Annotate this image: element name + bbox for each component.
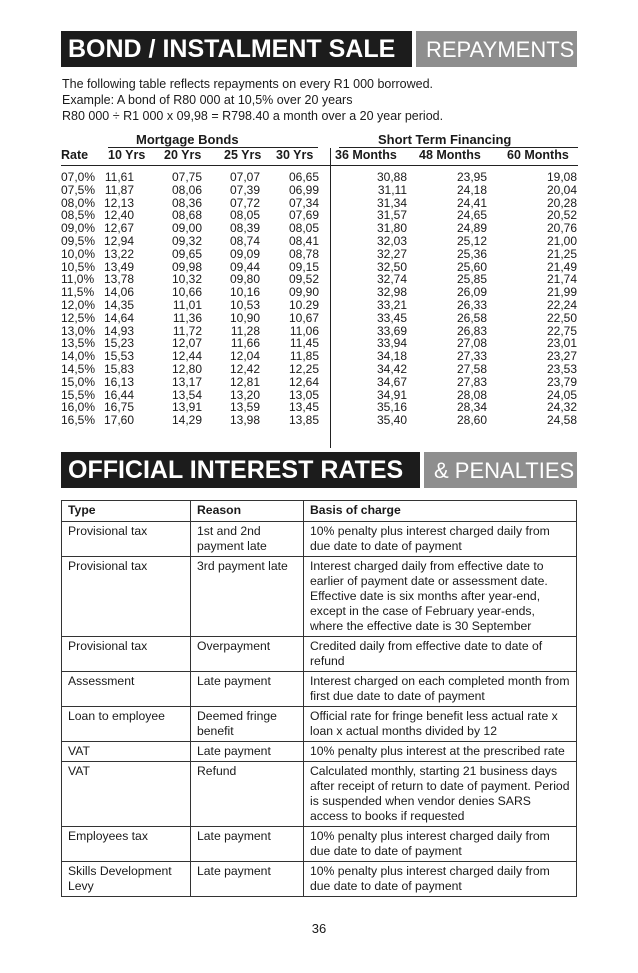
page-number: 36 xyxy=(311,921,327,936)
bond-section-title: BOND / INSTALMENT SALE xyxy=(61,31,412,67)
penalty-type: Provisional tax xyxy=(62,522,191,557)
penalty-reason: Overpayment xyxy=(191,637,304,672)
table-cell: 11,36 xyxy=(172,310,202,325)
table-cell: 08,78 xyxy=(288,246,319,261)
table-cell: 13,05 xyxy=(288,387,319,402)
table-cell: 15,5% xyxy=(61,387,96,402)
table-row xyxy=(61,350,578,363)
table-cell: 08,0% xyxy=(61,195,96,210)
table-cell: 20,28 xyxy=(546,195,577,210)
table-cell: 31,80 xyxy=(376,221,407,236)
table-cell: 08,05 xyxy=(288,221,319,236)
penalty-basis: Calculated monthly, starting 21 business days after receipt of return to date of payment. Period is suspended when vendor denies SARS access to books if requested xyxy=(304,762,577,827)
table-cell: 12,25 xyxy=(288,361,319,376)
penalty-reason: Late payment xyxy=(191,862,304,897)
bond-intro xyxy=(62,76,443,124)
table-cell: 09,15 xyxy=(288,259,319,274)
table-cell: 13,45 xyxy=(288,400,319,415)
table-row xyxy=(61,337,578,350)
penalties-table xyxy=(61,500,577,897)
table-cell: 12,94 xyxy=(103,233,134,248)
table-cell: 35,16 xyxy=(376,400,407,415)
table-cell: 12,07 xyxy=(171,336,202,351)
penalty-basis: 10% penalty plus interest at the prescribed rate xyxy=(304,742,577,762)
penalty-reason: Deemed fringe benefit xyxy=(191,707,304,742)
column-header: 60 Months xyxy=(507,148,569,162)
table-cell: 33,94 xyxy=(376,336,407,351)
table-cell: 10,90 xyxy=(229,310,260,325)
table-row xyxy=(62,557,577,637)
table-cell: 27,83 xyxy=(456,374,487,389)
penalty-basis: Interest charged daily from effective date to earlier of payment date or assessment date. Effective date is six months after year-end, except in the case of February year-ends, where the effective date is 30 September xyxy=(304,557,577,637)
table-cell: 21,99 xyxy=(546,285,577,300)
penalty-basis: Interest charged on each completed month from first due date to date of payment xyxy=(304,672,577,707)
table-cell: 14,35 xyxy=(103,297,134,312)
penalty-type: VAT xyxy=(62,742,191,762)
table-cell: 15,53 xyxy=(103,349,134,364)
penalty-type: Employees tax xyxy=(62,827,191,862)
table-cell: 12,5% xyxy=(61,310,96,325)
penalty-basis: 10% penalty plus interest charged daily from due date to date of payment xyxy=(304,522,577,557)
penalty-type: VAT xyxy=(62,762,191,827)
table-cell: 08,5% xyxy=(61,208,96,223)
table-cell: 11,87 xyxy=(104,182,134,197)
table-cell: 24,89 xyxy=(456,221,487,236)
table-row xyxy=(62,522,577,557)
penalty-reason: 1st and 2nd payment late xyxy=(191,522,304,557)
table-cell: 09,80 xyxy=(229,272,260,287)
table-cell: 14,06 xyxy=(103,285,134,300)
table-cell: 28,34 xyxy=(456,400,487,415)
penalty-reason: 3rd payment late xyxy=(191,557,304,637)
table-cell: 28,60 xyxy=(456,413,487,428)
table-row xyxy=(61,325,578,338)
table-row xyxy=(61,389,578,402)
table-cell: 07,69 xyxy=(288,208,319,223)
interest-section-subtitle: & PENALTIES xyxy=(424,452,577,488)
table-cell: 31,34 xyxy=(376,195,407,210)
table-cell: 11,01 xyxy=(172,297,202,312)
penalty-type: Provisional tax xyxy=(62,557,191,637)
table-cell: 22,75 xyxy=(546,323,577,338)
table-cell: 22,24 xyxy=(546,297,577,312)
table-cell: 07,34 xyxy=(288,195,319,210)
interest-rates-banner xyxy=(61,452,577,488)
table-cell: 10,66 xyxy=(171,285,202,300)
table-cell: 30,88 xyxy=(376,170,407,184)
table-cell: 21,25 xyxy=(546,246,577,261)
table-cell: 11,5% xyxy=(61,285,95,300)
intro-line-1: The following table reflects repayments on every R1 000 borrowed. xyxy=(62,77,434,91)
table-cell: 34,18 xyxy=(376,349,407,364)
penalties-body xyxy=(62,522,577,897)
table-cell: 34,91 xyxy=(376,387,407,402)
table-cell: 10,16 xyxy=(229,285,260,300)
table-cell: 09,0% xyxy=(61,221,96,236)
table-cell: 23,53 xyxy=(546,361,577,376)
table-cell: 34,67 xyxy=(376,374,407,389)
table-row xyxy=(61,235,578,248)
table-cell: 23,27 xyxy=(546,349,577,364)
table-cell: 07,39 xyxy=(229,182,260,197)
table-cell: 24,41 xyxy=(456,195,487,210)
table-cell: 13,22 xyxy=(103,246,134,261)
table-cell: 13,91 xyxy=(171,400,202,415)
table-cell: 12,67 xyxy=(103,221,134,236)
table-cell: 09,09 xyxy=(229,246,260,261)
table-row xyxy=(61,273,578,286)
table-cell: 12,44 xyxy=(171,349,202,364)
table-cell: 20,52 xyxy=(546,208,577,223)
repayments-rows xyxy=(61,171,578,427)
table-cell: 08,39 xyxy=(229,221,260,236)
intro-line-3: R80 000 ÷ R1 000 x 09,98 = R798.40 a month over a 20 year period. xyxy=(62,109,444,123)
table-cell: 33,45 xyxy=(376,310,407,325)
table-row xyxy=(61,248,578,261)
table-cell: 23,01 xyxy=(546,336,577,351)
penalty-type: Loan to employee xyxy=(62,707,191,742)
table-cell: 13,49 xyxy=(103,259,134,274)
table-cell: 10,32 xyxy=(171,272,202,287)
table-row xyxy=(61,363,578,376)
table-cell: 24,65 xyxy=(456,208,487,223)
table-cell: 06,65 xyxy=(288,170,319,184)
table-cell: 24,32 xyxy=(546,400,577,415)
table-cell: 13,17 xyxy=(171,374,202,389)
table-cell: 16,5% xyxy=(61,413,96,428)
table-row xyxy=(62,827,577,862)
interest-section-title: OFFICIAL INTEREST RATES xyxy=(61,452,420,488)
table-cell: 07,75 xyxy=(171,170,202,184)
column-header: 36 Months xyxy=(335,148,397,162)
table-cell: 31,11 xyxy=(377,182,407,197)
repayments-group-header xyxy=(61,132,578,147)
table-row xyxy=(61,209,578,222)
table-cell: 12,13 xyxy=(103,195,134,210)
table-row xyxy=(61,401,578,414)
table-cell: 11,0% xyxy=(61,272,95,287)
table-cell: 25,12 xyxy=(456,233,487,248)
table-row xyxy=(61,261,578,274)
table-row xyxy=(62,637,577,672)
table-cell: 09,65 xyxy=(171,246,202,261)
intro-line-2: Example: A bond of R80 000 at 10,5% over 20 years xyxy=(62,93,353,107)
penalty-type: Skills Development Levy xyxy=(62,862,191,897)
table-cell: 09,00 xyxy=(171,221,202,236)
table-cell: 10,0% xyxy=(61,246,96,261)
table-row xyxy=(61,312,578,325)
table-cell: 35,40 xyxy=(376,413,407,428)
table-cell: 08,74 xyxy=(229,233,260,248)
table-cell: 25,36 xyxy=(456,246,487,261)
table-cell: 13,20 xyxy=(229,387,260,402)
table-cell: 07,5% xyxy=(61,182,96,197)
penalty-type: Provisional tax xyxy=(62,637,191,672)
table-cell: 20,04 xyxy=(546,182,577,197)
table-row xyxy=(61,222,578,235)
column-header: 48 Months xyxy=(419,148,481,162)
table-row xyxy=(61,184,578,197)
table-cell: 09,5% xyxy=(61,233,96,248)
table-cell: 21,49 xyxy=(546,259,577,274)
table-cell: 10.29 xyxy=(288,297,319,312)
table-cell: 08,06 xyxy=(171,182,202,197)
table-cell: 11,28 xyxy=(230,323,260,338)
table-row xyxy=(62,672,577,707)
penalty-reason: Late payment xyxy=(191,672,304,707)
column-header: 10 Yrs xyxy=(108,148,146,162)
table-cell: 13,78 xyxy=(103,272,134,287)
group-mortgage-bonds: Mortgage Bonds xyxy=(136,132,239,147)
group-short-term-financing: Short Term Financing xyxy=(378,132,512,147)
table-cell: 08,05 xyxy=(229,208,260,223)
table-row xyxy=(61,171,578,184)
table-cell: 10,67 xyxy=(288,310,319,325)
penalty-basis: Credited daily from effective date to date of refund xyxy=(304,637,577,672)
table-cell: 20,76 xyxy=(546,221,577,236)
penalty-type: Assessment xyxy=(62,672,191,707)
table-cell: 08,36 xyxy=(171,195,202,210)
header-reason: Reason xyxy=(191,501,304,522)
penalty-reason: Late payment xyxy=(191,827,304,862)
table-cell: 27,58 xyxy=(456,361,487,376)
table-cell: 09,44 xyxy=(229,259,260,274)
table-row xyxy=(62,707,577,742)
table-row xyxy=(61,286,578,299)
table-cell: 32,27 xyxy=(376,246,407,261)
column-header: 20 Yrs xyxy=(164,148,202,162)
header-basis: Basis of charge xyxy=(304,501,577,522)
table-cell: 11,72 xyxy=(172,323,202,338)
repayments-table xyxy=(61,132,578,428)
table-row xyxy=(61,414,578,427)
penalty-basis: 10% penalty plus interest charged daily from due date to date of payment xyxy=(304,827,577,862)
table-cell: 14,5% xyxy=(61,361,96,376)
column-header: 25 Yrs xyxy=(224,148,262,162)
table-row xyxy=(62,742,577,762)
table-cell: 12,81 xyxy=(229,374,260,389)
table-cell: 23,79 xyxy=(546,374,577,389)
table-cell: 28,08 xyxy=(456,387,487,402)
table-cell: 08,41 xyxy=(288,233,319,248)
table-cell: 22,50 xyxy=(546,310,577,325)
table-cell: 14,64 xyxy=(103,310,134,325)
table-cell: 21,74 xyxy=(546,272,577,287)
table-cell: 07,07 xyxy=(229,170,260,184)
table-row xyxy=(61,299,578,312)
table-cell: 10,5% xyxy=(61,259,96,274)
table-cell: 13,54 xyxy=(171,387,202,402)
penalties-header-row xyxy=(62,501,577,522)
table-cell: 11,45 xyxy=(289,336,319,351)
table-cell: 12,42 xyxy=(229,361,260,376)
table-cell: 31,57 xyxy=(376,208,407,223)
table-cell: 26,09 xyxy=(456,285,487,300)
table-cell: 07,72 xyxy=(229,195,260,210)
table-cell: 32,03 xyxy=(376,233,407,248)
table-cell: 17,60 xyxy=(103,413,134,428)
table-cell: 25,85 xyxy=(456,272,487,287)
table-cell: 33,69 xyxy=(376,323,407,338)
table-cell: 25,60 xyxy=(456,259,487,274)
column-header: 30 Yrs xyxy=(276,148,314,162)
table-cell: 13,5% xyxy=(61,336,96,351)
table-cell: 09,32 xyxy=(171,233,202,248)
table-cell: 24,18 xyxy=(456,182,487,197)
table-cell: 13,98 xyxy=(229,413,260,428)
table-row xyxy=(62,762,577,827)
table-cell: 13,59 xyxy=(229,400,260,415)
table-cell: 26,58 xyxy=(456,310,487,325)
table-cell: 21,00 xyxy=(546,233,577,248)
repayments-column-headers xyxy=(61,147,578,166)
table-row xyxy=(61,197,578,210)
table-cell: 14,0% xyxy=(61,349,96,364)
table-cell: 11,85 xyxy=(289,349,319,364)
table-cell: 34,42 xyxy=(376,361,407,376)
table-cell: 14,29 xyxy=(171,413,202,428)
table-cell: 11,61 xyxy=(104,170,134,184)
table-cell: 14,93 xyxy=(103,323,134,338)
table-cell: 09,98 xyxy=(171,259,202,274)
penalty-reason: Late payment xyxy=(191,742,304,762)
table-cell: 09,90 xyxy=(288,285,319,300)
penalty-basis: Official rate for fringe benefit less actual rate x loan x actual months divided by 12 xyxy=(304,707,577,742)
table-cell: 13,0% xyxy=(61,323,96,338)
table-cell: 15,0% xyxy=(61,374,96,389)
bond-section-subtitle: REPAYMENTS xyxy=(416,31,577,67)
table-cell: 10,53 xyxy=(229,297,260,312)
table-cell: 16,75 xyxy=(103,400,134,415)
bond-repayments-banner xyxy=(61,31,577,67)
table-cell: 32,74 xyxy=(376,272,407,287)
table-cell: 11,66 xyxy=(230,336,260,351)
table-cell: 27,33 xyxy=(456,349,487,364)
table-cell: 15,83 xyxy=(103,361,134,376)
header-type: Type xyxy=(62,501,191,522)
table-cell: 24,58 xyxy=(546,413,577,428)
table-cell: 26,33 xyxy=(456,297,487,312)
table-cell: 15,23 xyxy=(103,336,134,351)
table-row xyxy=(61,376,578,389)
table-cell: 13,85 xyxy=(288,413,319,428)
penalty-reason: Refund xyxy=(191,762,304,827)
table-cell: 16,13 xyxy=(103,374,134,389)
table-cell: 16,44 xyxy=(103,387,134,402)
table-cell: 19,08 xyxy=(546,170,577,184)
table-cell: 12,64 xyxy=(288,374,319,389)
table-cell: 24,05 xyxy=(546,387,577,402)
table-cell: 11,06 xyxy=(289,323,319,338)
table-cell: 07,0% xyxy=(61,170,96,184)
table-cell: 12,40 xyxy=(103,208,134,223)
table-cell: 08,68 xyxy=(171,208,202,223)
table-cell: 12,0% xyxy=(61,297,96,312)
table-cell: 26,83 xyxy=(456,323,487,338)
table-cell: 32,50 xyxy=(376,259,407,274)
table-cell: 09,52 xyxy=(288,272,319,287)
table-cell: 16,0% xyxy=(61,400,96,415)
table-cell: 23,95 xyxy=(456,170,487,184)
column-header: Rate xyxy=(61,148,89,162)
penalty-basis: 10% penalty plus interest charged daily from due date to date of payment xyxy=(304,862,577,897)
table-cell: 33,21 xyxy=(376,297,407,312)
table-cell: 12,80 xyxy=(171,361,202,376)
table-cell: 32,98 xyxy=(376,285,407,300)
table-cell: 27,08 xyxy=(456,336,487,351)
table-cell: 12,04 xyxy=(229,349,260,364)
table-row xyxy=(62,862,577,897)
table-cell: 06,99 xyxy=(288,182,319,197)
